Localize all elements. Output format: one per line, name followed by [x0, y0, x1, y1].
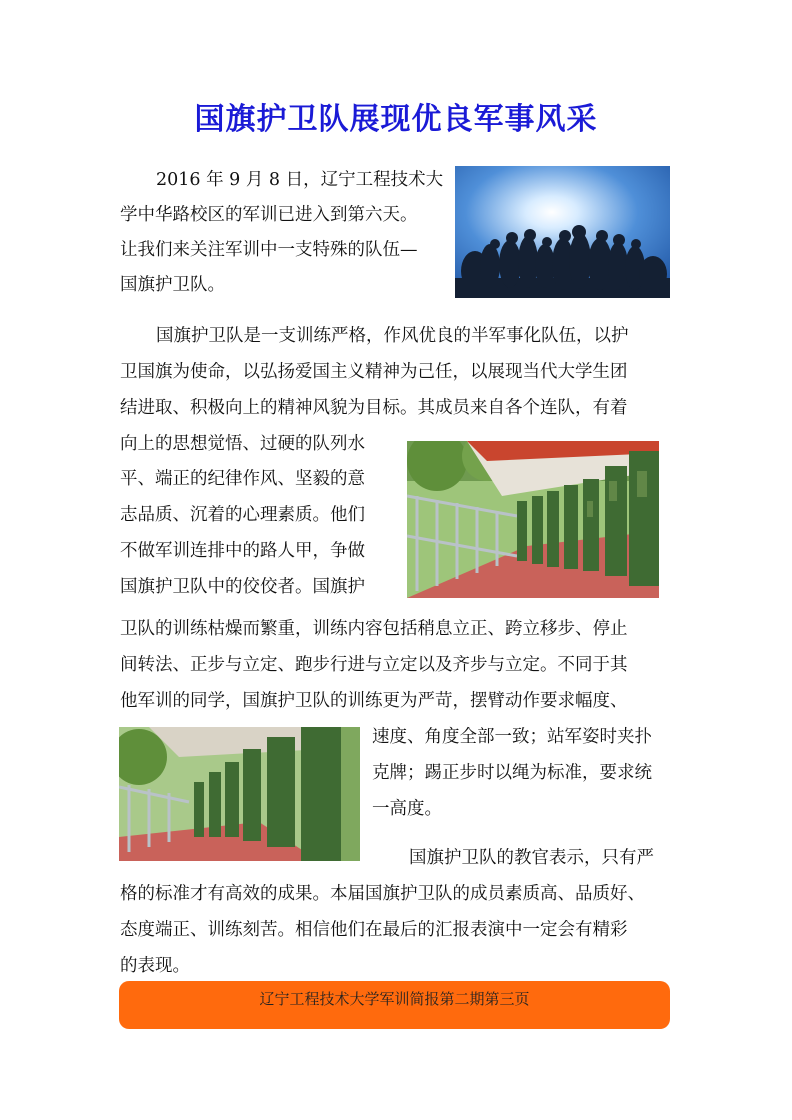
photo-silhouettes	[455, 166, 670, 298]
text-line: 志品质、沉着的心理素质。他们	[120, 505, 365, 525]
footer-banner: 辽宁工程技术大学军训简报第二期第三页	[119, 981, 670, 1029]
text-line: 让我们来关注军训中一支特殊的队伍—	[120, 240, 418, 260]
text-line: 态度端正、训练刻苦。相信他们在最后的汇报表演中一定会有精彩	[120, 920, 628, 940]
text-line: 2016 年 9 月 8 日，辽宁工程技术大	[156, 170, 444, 190]
text-line: 学中华路校区的军训已进入到第六天。	[120, 205, 418, 225]
text-line: 国旗护卫队是一支训练严格，作风优良的半军事化队伍，以护	[156, 326, 629, 346]
page-title: 国旗护卫队展现优良军事风采	[194, 102, 598, 137]
photo-bridge-training	[407, 441, 659, 598]
photo-legs-closeup	[119, 727, 360, 861]
text-line: 格的标准才有高效的成果。本届国旗护卫队的成员素质高、品质好、	[120, 884, 645, 904]
text-line: 卫队的训练枯燥而繁重，训练内容包括稍息立正、跨立移步、停止	[120, 619, 628, 639]
text-line: 速度、角度全部一致；站军姿时夹扑	[372, 727, 652, 747]
text-line: 克牌；踢正步时以绳为标准，要求统	[372, 763, 652, 783]
text-line: 国旗护卫队中的佼佼者。国旗护	[120, 577, 365, 597]
text-line: 间转法、正步与立定、跑步行进与立定以及齐步与立定。不同于其	[120, 655, 628, 675]
text-line: 一高度。	[372, 799, 442, 819]
text-line: 结进取、积极向上的精神风貌为目标。其成员来自各个连队，有着	[120, 398, 628, 418]
text-line: 向上的思想觉悟、过硬的队列水	[120, 434, 365, 454]
text-line: 不做军训连排中的路人甲，争做	[120, 541, 365, 561]
text-line: 平、端正的纪律作风、坚毅的意	[120, 469, 365, 489]
text-line: 他军训的同学，国旗护卫队的训练更为严苛，摆臂动作要求幅度、	[120, 691, 628, 711]
text-line: 国旗护卫队的教官表示，只有严	[409, 848, 654, 868]
text-line: 的表现。	[120, 956, 190, 976]
text-line: 国旗护卫队。	[120, 275, 225, 295]
text-line: 卫国旗为使命，以弘扬爱国主义精神为己任，以展现当代大学生团	[120, 362, 628, 382]
